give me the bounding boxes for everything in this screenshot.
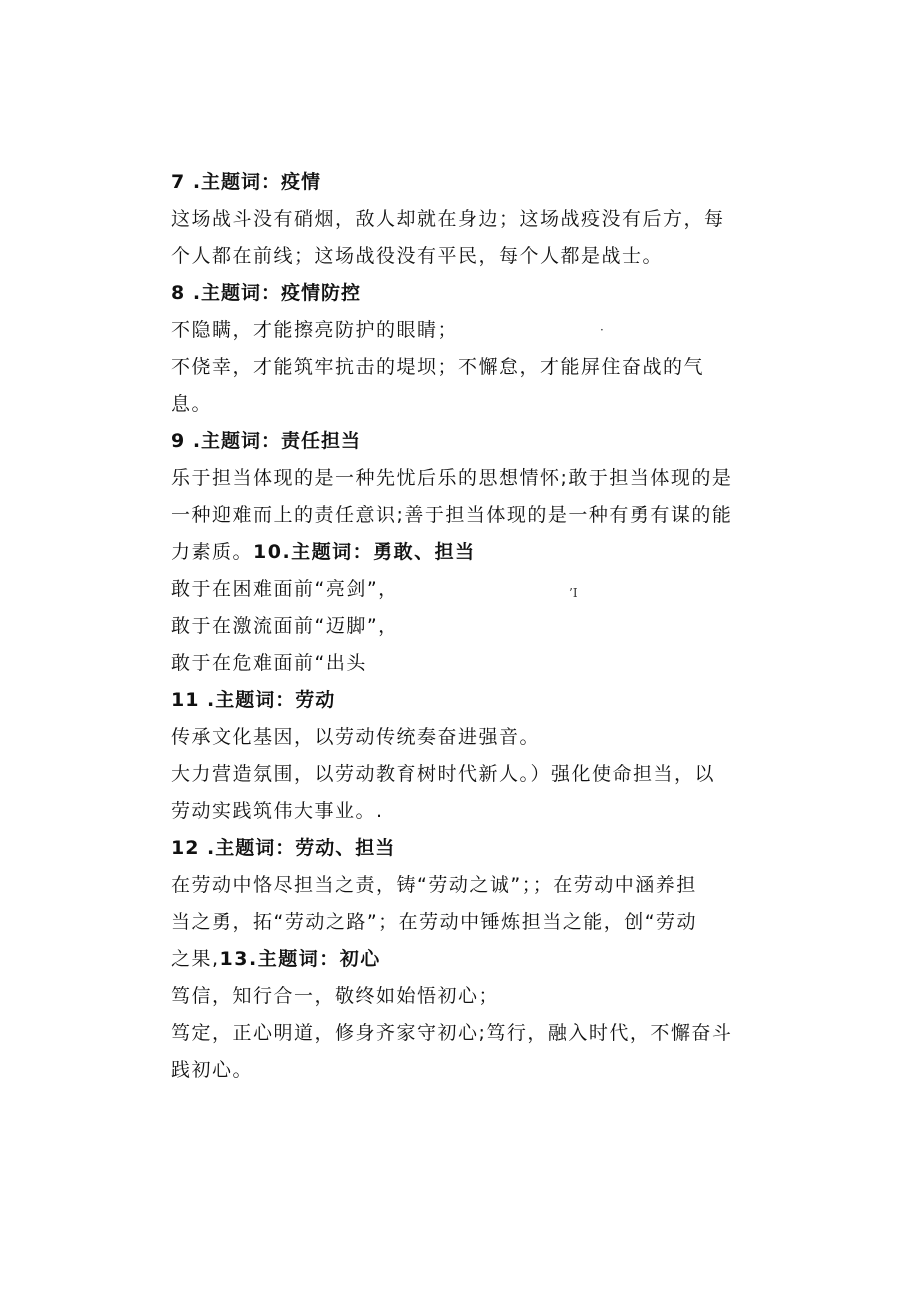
section-10-line-3: 敢于在危难面前“出头	[171, 652, 367, 674]
section-9-line-3: 力素质。	[171, 541, 254, 563]
section-11-line-3: 劳动实践筑伟大事业。.	[171, 800, 384, 822]
section-12-line-2: 当之勇，拓“劳动之路”；在劳动中锤炼担当之能，创“劳动	[171, 911, 698, 933]
section-7-line-2: 个人都在前线；这场战役没有平民，每个人都是战士。	[171, 245, 664, 267]
section-12-line-3-with-heading-13	[171, 941, 771, 978]
section-12-heading: 12 .主题词：劳动、担当	[171, 837, 396, 859]
stray-quote-mark: ’I	[569, 586, 578, 600]
section-11-line-1: 传承文化基因，以劳动传统奏奋进强音。	[171, 726, 541, 748]
section-12-line-3: 之果,	[171, 948, 220, 970]
document-body	[171, 164, 771, 1089]
section-9-line-3-with-heading-10	[171, 534, 771, 571]
section-8-line-2: 不侥幸，才能筑牢抗击的堤坝；不懈怠，才能屏住奋战的气	[171, 356, 705, 378]
section-11-line-2: 大力营造氛围，以劳动教育树时代新人。）强化使命担当，以	[171, 763, 716, 785]
section-10-heading: 10.主题词：勇敢、担当	[253, 541, 476, 563]
section-12-line-1: 在劳动中恪尽担当之责，铸“劳动之诚”；；在劳动中涵养担	[171, 874, 697, 896]
section-11-heading: 11 .主题词：劳动	[171, 689, 336, 711]
section-9-line-2: 一种迎难而上的责任意识;善于担当体现的是一种有勇有谋的能	[171, 504, 733, 526]
stray-dot-mark: ·	[600, 323, 604, 337]
section-13-heading: 13.主题词：初心	[219, 948, 381, 970]
section-10-line-2: 敢于在激流面前“迈脚”，	[171, 615, 399, 637]
section-7-heading: 7 .主题词：疫情	[171, 171, 322, 193]
section-8-heading: 8 .主题词：疫情防控	[171, 282, 362, 304]
section-13-line-2: 笃定，正心明道，修身齐家守初心;笃行，融入时代，不懈奋斗	[171, 1022, 733, 1044]
section-8-line-3: 息。	[171, 393, 213, 415]
section-13-line-1: 笃信，知行合一，敬终如始悟初心；	[171, 985, 500, 1007]
section-9-line-1: 乐于担当体现的是一种先忧后乐的思想情怀;敢于担当体现的是	[171, 467, 733, 489]
section-8-line-1: 不隐瞒，才能擦亮防护的眼睛；	[171, 319, 459, 341]
section-13-line-3: 践初心。	[171, 1059, 254, 1081]
section-9-heading: 9 .主题词：责任担当	[171, 430, 362, 452]
section-10-line-1: 敢于在困难面前“亮剑”，	[171, 578, 399, 600]
section-7-line-1: 这场战斗没有硝烟，敌人却就在身边；这场战疫没有后方，每	[171, 208, 725, 230]
